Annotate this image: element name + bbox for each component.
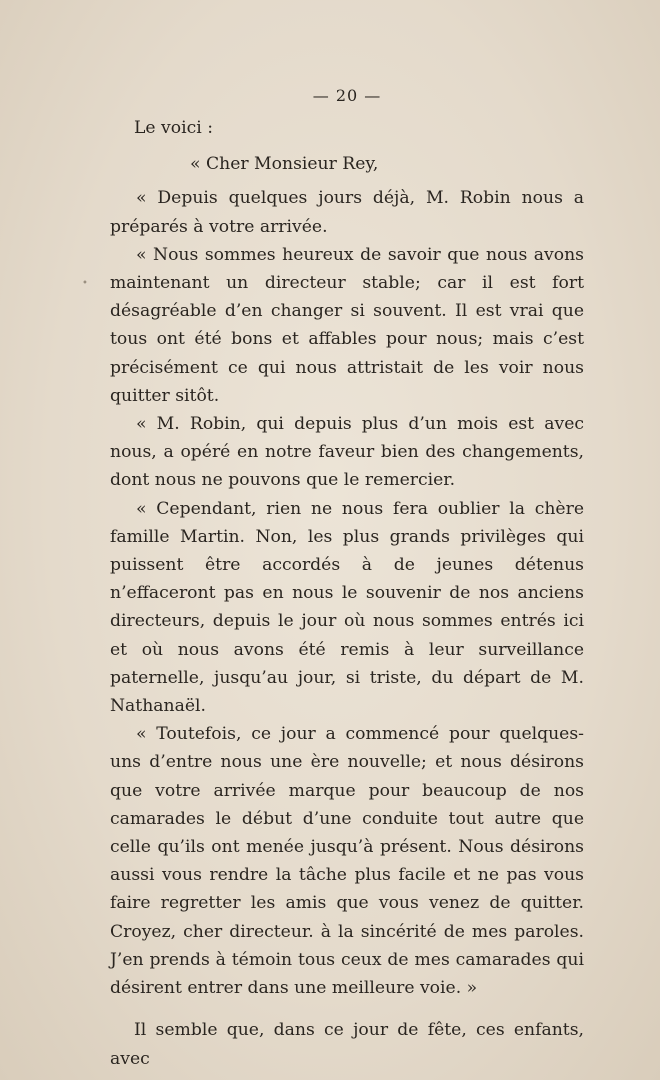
body-text: [110, 114, 584, 1073]
paragraph: « Depuis quelques jours déjà, M. Robin nous a préparés à votre arrivée.: [110, 188, 584, 237]
salutation: « Cher Monsieur Rey,: [190, 154, 379, 175]
paragraph: « M. Robin, qui depuis plus d’un mois est avec nous, a opéré en notre faveur bien des changements, dont nous ne pouvons que le remercier.: [110, 414, 584, 491]
page-number: — 20 —: [312, 86, 382, 105]
paragraph: Le voici :: [134, 118, 213, 138]
ink-mark: •: [82, 278, 88, 289]
paragraph: Il semble que, dans ce jour de fête, ces enfants, avec: [110, 1020, 584, 1069]
paragraph: « Toutefois, ce jour a commencé pour quelques-uns d’entre nous une ère nouvelle; et nous désirons que votre arrivée marque pour beaucoup de nos camarades le début d’une conduite tout autre que celle qu’ils ont menée jusqu’à présent. Nous désirons aussi vous rendre la tâche plus facile et ne pas vous faire regretter les amis que vous venez de quitter. Croyez, cher directeur. à la sincérité de mes paroles. J’en prends à témoin tous ceux de mes camarades qui désirent entrer dans une meilleure voie. »: [110, 724, 584, 999]
paragraph: « Cependant, rien ne nous fera oublier la chère famille Martin. Non, les plus grands privilèges qui puissent être accordés à de jeunes détenus n’effaceront pas en nous le souvenir de nos anciens directeurs, depuis le jour où nous sommes entrés ici et où nous avons été remis à leur surveillance paternelle, jusqu’au jour, si triste, du départ de M. Nathanaël.: [110, 498, 584, 717]
paragraph: « Nous sommes heureux de savoir que nous avons maintenant un directeur stable; car il est fort désagréable d’en changer si souvent. Il est vrai que tous ont été bons et affables pour nous; mais c’est précisément ce qui nous attristait de les voir nous quitter sitôt.: [110, 244, 584, 406]
